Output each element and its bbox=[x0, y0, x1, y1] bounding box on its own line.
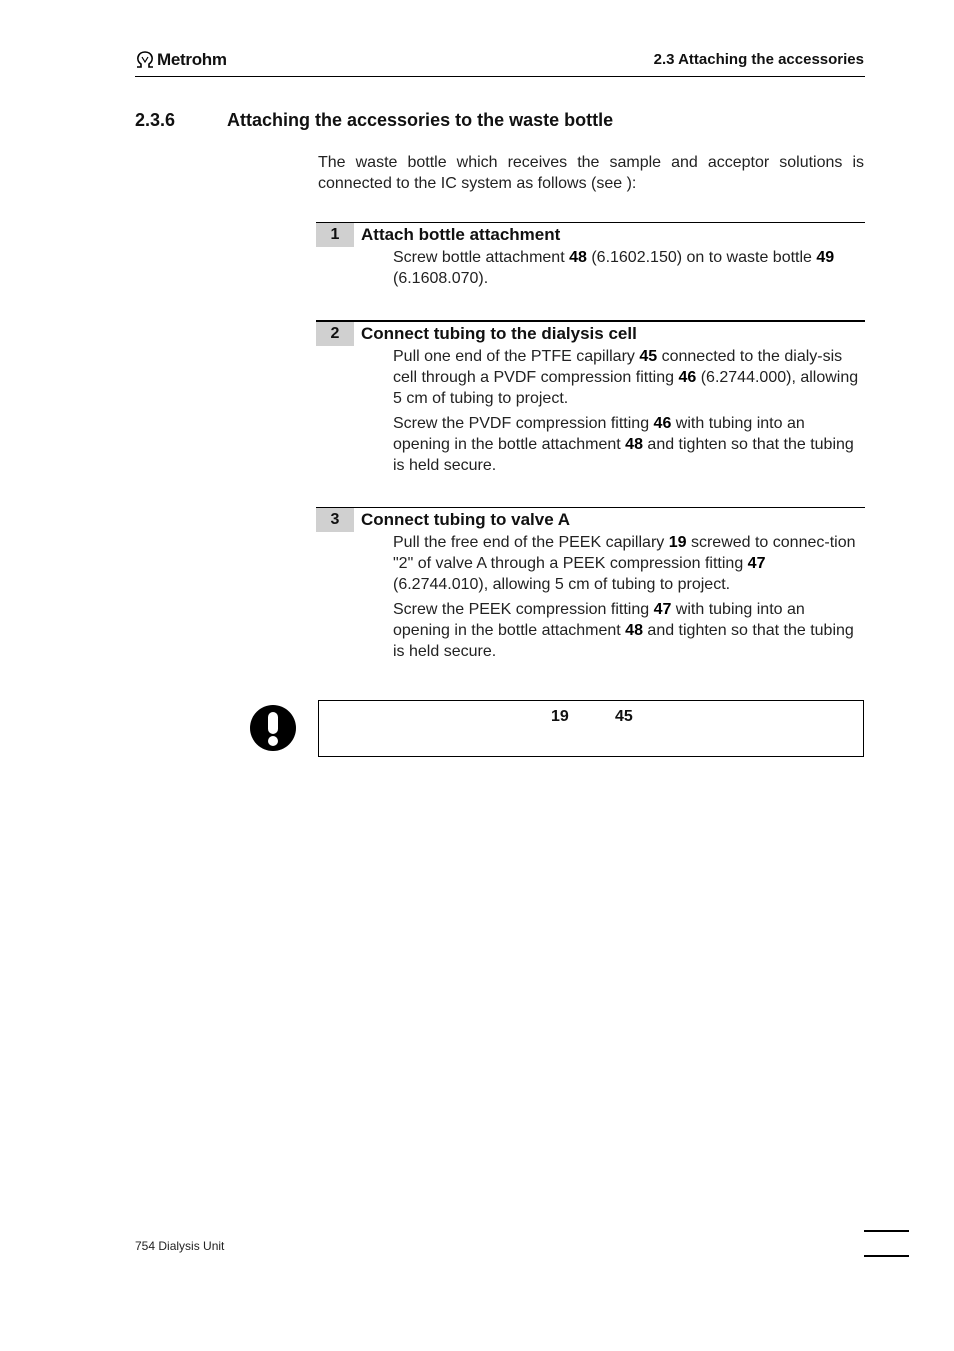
step-1 bbox=[316, 222, 865, 293]
text-run: and tighten so that the tubing is held secure. bbox=[393, 622, 854, 660]
text-run: (6.2744.000), allowing 5 cm of tubing to project. bbox=[393, 369, 859, 407]
footer-rule-top bbox=[864, 1230, 909, 1232]
intro-paragraph: The waste bottle which receives the sample and acceptor solutions is connected to the IC system as follows (see ): bbox=[318, 154, 864, 192]
header-divider bbox=[135, 76, 865, 77]
footer-product-name: 754 Dialysis Unit bbox=[135, 1239, 225, 1253]
text-run: Pull one end of the PTFE capillary bbox=[393, 348, 640, 365]
section-number: 2.3.6 bbox=[135, 110, 176, 130]
text-run: (6.1608.070). bbox=[393, 270, 489, 287]
text-run: and tighten so that the tubing is held secure. bbox=[393, 436, 854, 474]
step-header bbox=[316, 322, 865, 346]
part-number: 45 bbox=[639, 348, 658, 365]
step-body bbox=[393, 346, 865, 476]
step-title: Attach bottle attachment bbox=[361, 225, 561, 244]
part-number: 48 bbox=[569, 249, 587, 266]
part-number: 46 bbox=[653, 415, 672, 432]
note-box bbox=[318, 700, 864, 757]
step-title: Connect tubing to the dialysis cell bbox=[361, 324, 637, 343]
text-run: screwed to connec-tion "2" of valve A through a PEEK compression fitting bbox=[393, 534, 856, 572]
text-run: Screw the PVDF compression fitting bbox=[393, 415, 654, 432]
running-header-title: 2.3 Attaching the accessories bbox=[653, 51, 864, 68]
step-paragraph bbox=[393, 532, 865, 595]
step-body bbox=[393, 532, 865, 662]
section-title: Attaching the accessories to the waste bottle bbox=[227, 110, 614, 130]
text-run: connected to the dialy-sis cell through a PVDF compression fitting bbox=[393, 348, 843, 386]
text-run: Screw bottle attachment bbox=[393, 249, 570, 266]
step-header bbox=[316, 223, 865, 247]
step-paragraph bbox=[393, 346, 865, 409]
part-number: 19 bbox=[668, 534, 687, 551]
part-number: 47 bbox=[747, 555, 766, 572]
step-body bbox=[393, 247, 865, 289]
part-number: 48 bbox=[625, 436, 643, 453]
step-2 bbox=[316, 320, 865, 480]
text-run: (6.1602.150) on to waste bottle bbox=[586, 249, 817, 266]
step-paragraph bbox=[393, 247, 865, 289]
step-number: 3 bbox=[316, 508, 354, 532]
step-title: Connect tubing to valve A bbox=[361, 510, 571, 529]
step-paragraph bbox=[393, 413, 865, 476]
note-number-b: 45 bbox=[615, 708, 633, 725]
text-run: (6.2744.010), allowing 5 cm of tubing to project. bbox=[393, 576, 731, 593]
part-number: 47 bbox=[653, 601, 672, 618]
part-number: 46 bbox=[678, 369, 697, 386]
note-number-a: 19 bbox=[551, 708, 569, 725]
step-number: 2 bbox=[316, 322, 354, 346]
step-number: 1 bbox=[316, 223, 354, 247]
brand-logo bbox=[135, 50, 227, 70]
text-run: Screw the PEEK compression fitting bbox=[393, 601, 654, 618]
step-3 bbox=[316, 507, 865, 666]
text-run: Pull the free end of the PEEK capillary bbox=[393, 534, 669, 551]
exclamation-icon bbox=[249, 704, 297, 757]
logo-text: Metrohm bbox=[157, 50, 227, 69]
footer-rule-bottom bbox=[864, 1255, 909, 1257]
omega-logo-icon bbox=[135, 51, 155, 69]
text-run: with tubing into an opening in the bottle attachment bbox=[393, 601, 805, 639]
part-number: 49 bbox=[816, 249, 835, 266]
text-run: with tubing into an opening in the bottle attachment bbox=[393, 415, 805, 453]
step-header bbox=[316, 508, 865, 532]
step-paragraph bbox=[393, 599, 865, 662]
part-number: 48 bbox=[625, 622, 643, 639]
